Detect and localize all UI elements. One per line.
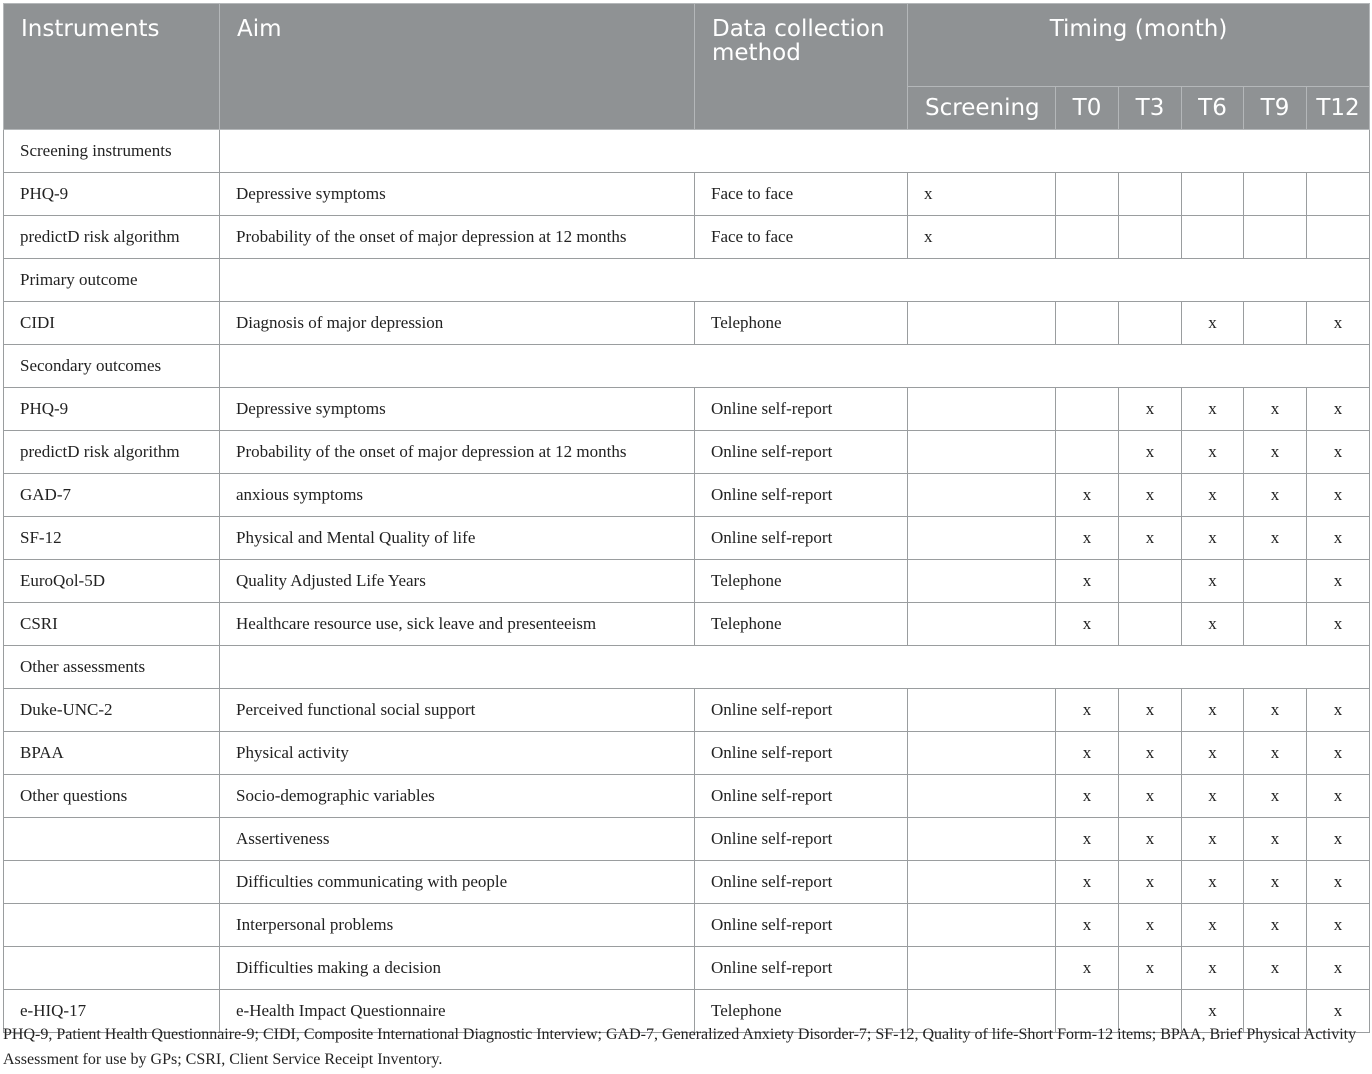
aim-cell: e-Health Impact Questionnaire: [220, 990, 695, 1033]
method-cell: Telephone: [695, 560, 908, 603]
timing-cell-t12: x: [1307, 431, 1370, 474]
instrument-cell: CIDI: [4, 302, 220, 345]
method-cell: Online self-report: [695, 861, 908, 904]
timing-cell-t3: x: [1119, 517, 1182, 560]
timing-cell-t6: [1182, 216, 1244, 259]
timing-cell-t6: [1182, 173, 1244, 216]
method-cell: Face to face: [695, 216, 908, 259]
timing-cell-t12: x: [1307, 947, 1370, 990]
instrument-cell: SF-12: [4, 517, 220, 560]
header-timepoint-t3: T3: [1119, 87, 1182, 130]
timing-cell-t12: x: [1307, 775, 1370, 818]
table-row: [4, 302, 1370, 345]
timing-cell-t9: [1244, 302, 1307, 345]
header-method: Data collection method: [695, 4, 908, 130]
aim-cell: Physical and Mental Quality of life: [220, 517, 695, 560]
timing-cell-t6: x: [1182, 388, 1244, 431]
timing-cell-t0: x: [1056, 603, 1119, 646]
instrument-cell: e-HIQ-17: [4, 990, 220, 1033]
timing-cell-t12: x: [1307, 474, 1370, 517]
section-spacer-cell: [220, 259, 1370, 302]
aim-cell: Difficulties making a decision: [220, 947, 695, 990]
method-cell: Telephone: [695, 990, 908, 1033]
timing-cell-t3: x: [1119, 947, 1182, 990]
table-row: [4, 388, 1370, 431]
timing-cell-t12: x: [1307, 560, 1370, 603]
table-row: [4, 689, 1370, 732]
method-cell: Online self-report: [695, 689, 908, 732]
timing-cell-t3: [1119, 603, 1182, 646]
instrument-cell: [4, 904, 220, 947]
section-spacer-cell: [220, 345, 1370, 388]
timing-cell-t6: x: [1182, 603, 1244, 646]
timing-cell-screening: [908, 302, 1056, 345]
timing-cell-screening: x: [908, 173, 1056, 216]
timing-cell-t3: x: [1119, 904, 1182, 947]
timing-cell-screening: [908, 818, 1056, 861]
section-spacer-cell: [220, 646, 1370, 689]
timing-cell-t3: x: [1119, 431, 1182, 474]
aim-cell: Assertiveness: [220, 818, 695, 861]
instrument-cell: BPAA: [4, 732, 220, 775]
aim-cell: Diagnosis of major depression: [220, 302, 695, 345]
method-cell: Online self-report: [695, 517, 908, 560]
timing-cell-t3: x: [1119, 732, 1182, 775]
header-timepoint-t6: T6: [1182, 87, 1244, 130]
timing-cell-t12: x: [1307, 732, 1370, 775]
method-cell: Online self-report: [695, 388, 908, 431]
timing-cell-t6: x: [1182, 818, 1244, 861]
table-footnote: PHQ-9, Patient Health Questionnaire-9; CIDI, Composite International Diagnostic Interview; GAD-7, Generalized Anxiety Disorder-7; SF-12, Quality of life-Short Form-12 items; BPAA, Brief Physical Activity Assessment for use by GPs; CSRI, Client Service Receipt Inventory.: [3, 1026, 1357, 1068]
timing-cell-t12: x: [1307, 689, 1370, 732]
timing-cell-t12: x: [1307, 904, 1370, 947]
aim-cell: Difficulties communicating with people: [220, 861, 695, 904]
timing-cell-t0: x: [1056, 560, 1119, 603]
timing-cell-t3: [1119, 173, 1182, 216]
section-label: Secondary outcomes: [4, 345, 220, 388]
timing-cell-screening: [908, 861, 1056, 904]
timing-cell-t0: [1056, 173, 1119, 216]
timing-cell-t6: x: [1182, 689, 1244, 732]
timing-cell-t0: x: [1056, 904, 1119, 947]
timing-cell-t6: x: [1182, 431, 1244, 474]
timing-cell-t3: x: [1119, 689, 1182, 732]
timing-cell-screening: [908, 388, 1056, 431]
timing-cell-screening: [908, 603, 1056, 646]
timing-cell-t0: x: [1056, 689, 1119, 732]
method-cell: Online self-report: [695, 947, 908, 990]
timing-cell-t3: x: [1119, 388, 1182, 431]
timing-cell-t12: x: [1307, 388, 1370, 431]
instrument-cell: predictD risk algorithm: [4, 431, 220, 474]
timing-cell-screening: [908, 904, 1056, 947]
timing-cell-screening: [908, 732, 1056, 775]
timing-cell-t9: x: [1244, 474, 1307, 517]
aim-cell: Healthcare resource use, sick leave and presenteeism: [220, 603, 695, 646]
timing-cell-t6: x: [1182, 990, 1244, 1033]
aim-cell: Physical activity: [220, 732, 695, 775]
timing-cell-t6: x: [1182, 732, 1244, 775]
instrument-cell: [4, 861, 220, 904]
section-label: Screening instruments: [4, 130, 220, 173]
timing-cell-screening: [908, 560, 1056, 603]
instrument-cell: [4, 947, 220, 990]
method-cell: Online self-report: [695, 431, 908, 474]
timing-cell-t3: x: [1119, 861, 1182, 904]
timing-cell-t0: x: [1056, 818, 1119, 861]
timing-cell-t6: x: [1182, 775, 1244, 818]
aim-cell: Probability of the onset of major depression at 12 months: [220, 431, 695, 474]
header-instruments: Instruments: [4, 4, 220, 130]
header-timepoint-t0: T0: [1056, 87, 1119, 130]
timing-cell-t6: x: [1182, 560, 1244, 603]
timing-cell-t0: x: [1056, 474, 1119, 517]
instruments-table-container: [3, 3, 1369, 1033]
timing-cell-t3: x: [1119, 474, 1182, 517]
timing-cell-screening: x: [908, 216, 1056, 259]
timing-cell-screening: [908, 474, 1056, 517]
instrument-cell: EuroQol-5D: [4, 560, 220, 603]
timing-cell-t3: [1119, 560, 1182, 603]
timing-cell-t6: x: [1182, 302, 1244, 345]
timing-cell-screening: [908, 689, 1056, 732]
timing-cell-screening: [908, 517, 1056, 560]
timing-cell-t9: x: [1244, 861, 1307, 904]
instrument-cell: PHQ-9: [4, 173, 220, 216]
timing-cell-t0: x: [1056, 517, 1119, 560]
timing-cell-t9: [1244, 173, 1307, 216]
timing-cell-t9: x: [1244, 732, 1307, 775]
timing-cell-t12: x: [1307, 603, 1370, 646]
instrument-cell: PHQ-9: [4, 388, 220, 431]
section-row: [4, 646, 1370, 689]
timing-cell-t9: x: [1244, 689, 1307, 732]
instrument-cell: predictD risk algorithm: [4, 216, 220, 259]
timing-cell-t6: x: [1182, 904, 1244, 947]
timing-cell-screening: [908, 431, 1056, 474]
table-row: [4, 560, 1370, 603]
aim-cell: anxious symptoms: [220, 474, 695, 517]
timing-cell-t9: [1244, 216, 1307, 259]
section-row: [4, 130, 1370, 173]
table-row: [4, 603, 1370, 646]
timing-cell-t9: x: [1244, 775, 1307, 818]
table-row: [4, 216, 1370, 259]
timing-cell-t12: x: [1307, 517, 1370, 560]
section-label: Primary outcome: [4, 259, 220, 302]
header-row-main: [4, 4, 1370, 87]
header-aim: Aim: [220, 4, 695, 130]
aim-cell: Depressive symptoms: [220, 173, 695, 216]
aim-cell: Perceived functional social support: [220, 689, 695, 732]
timing-cell-t12: x: [1307, 302, 1370, 345]
method-cell: Face to face: [695, 173, 908, 216]
aim-cell: Quality Adjusted Life Years: [220, 560, 695, 603]
method-cell: Telephone: [695, 302, 908, 345]
timing-cell-t9: x: [1244, 818, 1307, 861]
section-row: [4, 259, 1370, 302]
timing-cell-t6: x: [1182, 861, 1244, 904]
timing-cell-t12: [1307, 216, 1370, 259]
timing-cell-t0: [1056, 431, 1119, 474]
method-cell: Online self-report: [695, 474, 908, 517]
aim-cell: Interpersonal problems: [220, 904, 695, 947]
timing-cell-t9: [1244, 560, 1307, 603]
timing-cell-t6: x: [1182, 947, 1244, 990]
instrument-cell: GAD-7: [4, 474, 220, 517]
table-row: [4, 431, 1370, 474]
header-timepoint-screening: Screening: [908, 87, 1056, 130]
method-cell: Telephone: [695, 603, 908, 646]
section-row: [4, 345, 1370, 388]
method-cell: Online self-report: [695, 732, 908, 775]
instrument-cell: [4, 818, 220, 861]
table-row: [4, 818, 1370, 861]
aim-cell: Probability of the onset of major depression at 12 months: [220, 216, 695, 259]
timing-cell-t0: [1056, 216, 1119, 259]
instrument-cell: CSRI: [4, 603, 220, 646]
method-cell: Online self-report: [695, 904, 908, 947]
timing-cell-t9: x: [1244, 388, 1307, 431]
timing-cell-t0: x: [1056, 947, 1119, 990]
timing-cell-t3: x: [1119, 818, 1182, 861]
timing-cell-t12: x: [1307, 861, 1370, 904]
aim-cell: Socio-demographic variables: [220, 775, 695, 818]
header-timepoint-t12: T12: [1307, 87, 1370, 130]
timing-cell-screening: [908, 775, 1056, 818]
timing-cell-t12: [1307, 173, 1370, 216]
aim-cell: Depressive symptoms: [220, 388, 695, 431]
timing-cell-t0: [1056, 388, 1119, 431]
timing-cell-t12: x: [1307, 990, 1370, 1033]
timing-cell-t9: x: [1244, 947, 1307, 990]
timing-cell-t3: [1119, 302, 1182, 345]
method-cell: Online self-report: [695, 775, 908, 818]
timing-cell-t12: x: [1307, 818, 1370, 861]
instruments-table: [3, 3, 1370, 1033]
header-timepoint-t9: T9: [1244, 87, 1307, 130]
table-row: [4, 947, 1370, 990]
timing-cell-t0: [1056, 302, 1119, 345]
header-timing: Timing (month): [908, 4, 1370, 87]
timing-cell-t0: x: [1056, 861, 1119, 904]
section-label: Other assessments: [4, 646, 220, 689]
timing-cell-t3: x: [1119, 775, 1182, 818]
table-row: [4, 517, 1370, 560]
timing-cell-t9: x: [1244, 517, 1307, 560]
timing-cell-t3: [1119, 216, 1182, 259]
section-spacer-cell: [220, 130, 1370, 173]
timing-cell-t9: x: [1244, 904, 1307, 947]
table-row: [4, 904, 1370, 947]
timing-cell-t6: x: [1182, 517, 1244, 560]
table-row: [4, 775, 1370, 818]
table-header: [4, 4, 1370, 130]
table-row: [4, 474, 1370, 517]
table-row: [4, 861, 1370, 904]
timing-cell-t0: x: [1056, 775, 1119, 818]
timing-cell-t9: [1244, 603, 1307, 646]
table-row: [4, 173, 1370, 216]
timing-cell-t0: x: [1056, 732, 1119, 775]
instrument-cell: Duke-UNC-2: [4, 689, 220, 732]
timing-cell-t6: x: [1182, 474, 1244, 517]
instrument-cell: Other questions: [4, 775, 220, 818]
table-row: [4, 732, 1370, 775]
timing-cell-screening: [908, 947, 1056, 990]
table-body: [4, 130, 1370, 1033]
timing-cell-t9: x: [1244, 431, 1307, 474]
method-cell: Online self-report: [695, 818, 908, 861]
